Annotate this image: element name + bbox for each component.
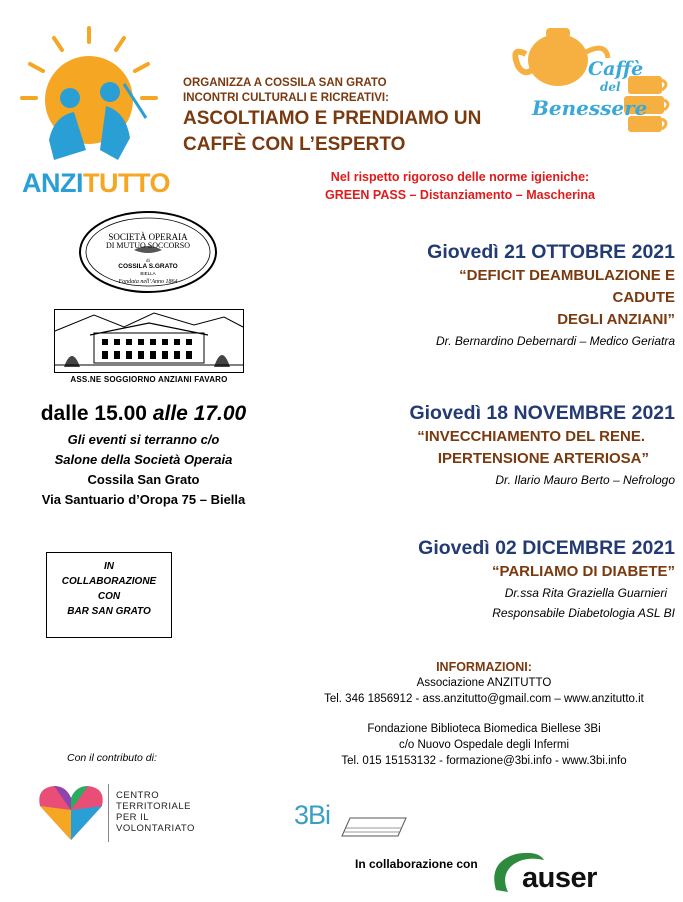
favaro-seal xyxy=(54,309,244,389)
caffe-logo-text: Benessere xyxy=(532,96,648,120)
info-line: c/o Nuovo Ospedale degli Infermi xyxy=(398,739,570,751)
building-illustration-icon xyxy=(54,309,244,373)
collab-line: IN xyxy=(104,561,114,572)
event-title: “PARLIAMO DI DIABETE” xyxy=(491,563,675,580)
3bi-logo xyxy=(294,796,414,844)
event-title: “DEFICIT DEAMBULAZIONE E xyxy=(459,267,675,284)
collab-line: BAR SAN GRATO xyxy=(67,606,151,617)
event-2 xyxy=(255,400,675,490)
organizer-text xyxy=(183,76,513,105)
info-title: INFORMAZIONI: xyxy=(436,660,532,674)
collab-line: COLLABORAZIONE xyxy=(61,576,157,587)
hygiene-line: Nel rispetto rigoroso delle norme igieniche: xyxy=(330,170,590,184)
headline xyxy=(183,106,513,158)
event-speaker: Dr. Bernardino Debernardi – Medico Geriatra xyxy=(436,334,675,348)
caffe-logo-text: Caffè xyxy=(588,58,644,80)
event-title: DEGLI ANZIANI” xyxy=(557,311,675,328)
auser-wordmark: auser xyxy=(522,862,597,894)
sun-figure-icon xyxy=(14,20,164,170)
location-line: Gli eventi si terranno c/o xyxy=(67,432,220,447)
event-title: CADUTE xyxy=(612,289,675,306)
hygiene-notice xyxy=(290,168,630,204)
favaro-label: ASS.NE SOGGIORNO ANZIANI FAVARO xyxy=(70,375,228,384)
seal-text: COSSILA S.GRATO xyxy=(118,263,178,270)
headline-line: ASCOLTIAMO E PRENDIAMO UN xyxy=(183,108,482,129)
event-date: Giovedì 21 OTTOBRE 2021 xyxy=(427,241,675,263)
anzitutto-logo xyxy=(14,20,170,198)
organizer-line: ORGANIZZA A COSSILA SAN GRATO xyxy=(183,77,387,89)
auser-logo xyxy=(486,848,646,898)
seal-text: DI MUTUO SOCCORSO xyxy=(105,241,191,250)
event-title: “INVECCHIAMENTO DEL RENE. xyxy=(417,428,645,445)
collaboration-box xyxy=(46,552,172,638)
time-location-block xyxy=(0,402,287,510)
hygiene-line: GREEN PASS – Distanziamento – Mascherina xyxy=(325,188,595,202)
collab-line: CON xyxy=(97,591,121,602)
location-line: Cossila San Grato xyxy=(87,472,200,487)
seal-text: di xyxy=(146,259,150,264)
headline-line: CAFFÈ CON L’ESPERTO xyxy=(183,134,406,155)
caffe-logo-text: del xyxy=(600,80,621,94)
event-title: IPERTENSIONE ARTERIOSA” xyxy=(437,450,649,467)
time-range: dalle 15.00 alle 17.00 xyxy=(40,402,247,425)
books-icon xyxy=(340,810,410,840)
seal-text: BIELLA xyxy=(140,271,156,276)
organizer-line: INCONTRI CULTURALI E RICREATIVI: xyxy=(183,91,389,104)
event-1 xyxy=(275,239,675,351)
seal-oval-icon xyxy=(78,210,218,294)
csv-text: CENTRO TERRITORIALE PER IL VOLONTARIATO xyxy=(116,790,195,834)
caffe-benessere-logo xyxy=(510,24,670,139)
event-speaker: Responsabile Diabetologia ASL BI xyxy=(492,606,675,620)
event-3 xyxy=(255,535,675,623)
location-line: Salone della Società Operaia xyxy=(54,452,233,467)
location-line: Via Santuario d’Oropa 75 – Biella xyxy=(41,492,246,507)
info-contact-link[interactable]: Tel. 346 1856912 - ass.anzitutto@gmail.com – www.anzitutto.it xyxy=(324,693,644,705)
heart-icon xyxy=(36,780,106,844)
info-line: Fondazione Biblioteca Biomedica Biellese 3Bi xyxy=(367,723,601,735)
seal-text: SOCIETÀ OPERAIA xyxy=(108,232,188,242)
info-contact-link[interactable]: Tel. 015 15153132 - formazione@3bi.info - www.3bi.info xyxy=(341,755,627,767)
soms-seal xyxy=(78,210,218,294)
csv-logo xyxy=(36,780,196,844)
auser-collab-label: In collaborazione con xyxy=(355,857,478,871)
event-speaker: Dr. Ilario Mauro Berto – Nefrologo xyxy=(495,473,675,487)
anzitutto-wordmark: ANZITUTTO xyxy=(22,168,170,198)
info-line: Associazione ANZITUTTO xyxy=(416,677,552,689)
event-speaker: Dr.ssa Rita Graziella Guarnieri xyxy=(504,586,667,600)
teapot-cups-icon xyxy=(510,24,670,139)
event-date: Giovedì 18 NOVEMBRE 2021 xyxy=(409,402,675,424)
seal-text: Fondata nell’Anno 1864 xyxy=(118,279,178,285)
3bi-wordmark: 3Bi xyxy=(294,800,331,830)
contrib-label: Con il contributo di: xyxy=(67,752,157,764)
event-date: Giovedì 02 DICEMBRE 2021 xyxy=(418,537,675,559)
info-block xyxy=(284,659,683,769)
